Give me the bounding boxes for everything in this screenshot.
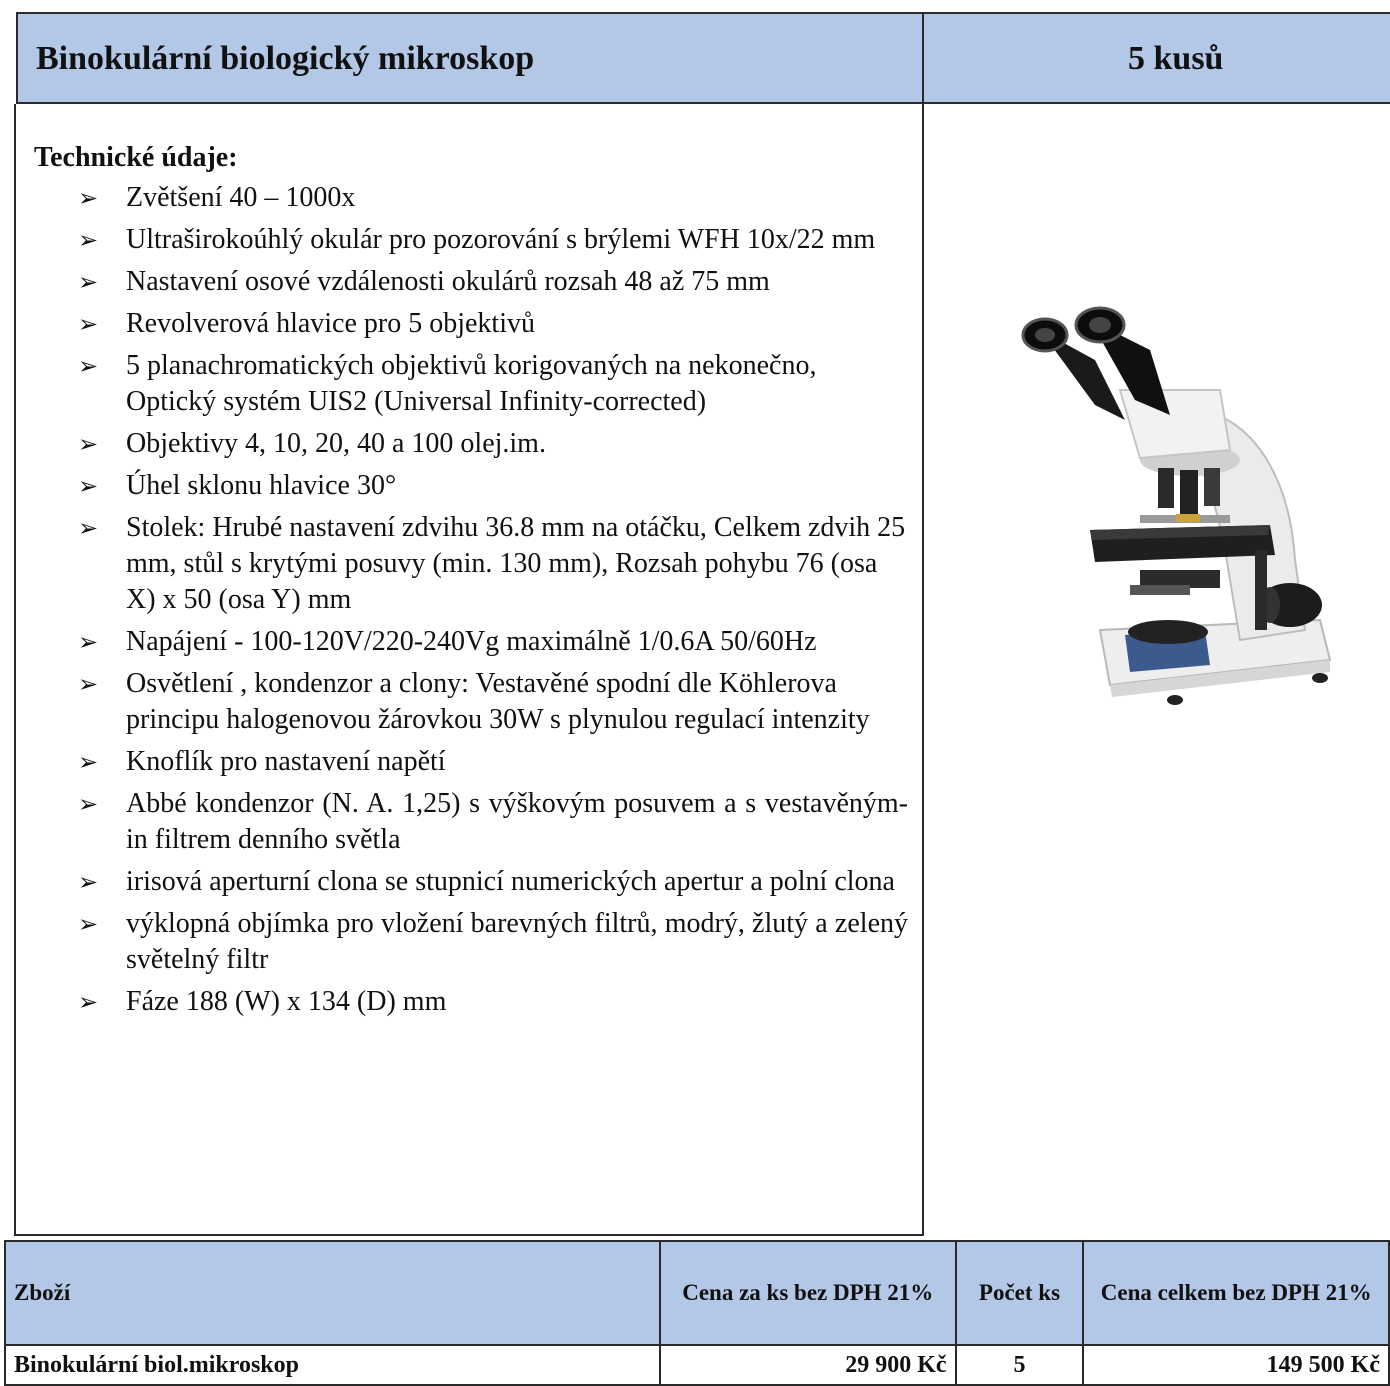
arrow-bullet-icon: ➢ [78, 910, 99, 938]
header-row [16, 12, 1390, 104]
spec-item: ➢ Knoflík pro nastavení napětí [78, 744, 908, 780]
spec-item: ➢ Ultraširokoúhlý okulár pro pozorování s brýlemi WFH 10x/22 mm [78, 222, 908, 258]
spec-item: ➢ Napájení - 100-120V/220-240Vg maximálně 1/0.6A 50/60Hz [78, 624, 908, 660]
spec-item: ➢ Stolek: Hrubé nastavení zdvihu 36.8 mm na otáčku, Celkem zdvih 25 mm, stůl s krytými posuvy (min. 130 mm), Rozsah pohybu 76 (osa X) x 50 (osa Y) mm [78, 512, 906, 615]
arrow-bullet-icon: ➢ [78, 310, 99, 338]
spec-item: ➢ Revolverová hlavice pro 5 objektivů [78, 306, 908, 342]
spec-item: ➢ Fáze 188 (W) x 134 (D) mm [78, 984, 908, 1020]
arrow-bullet-icon: ➢ [78, 790, 99, 818]
spec-item: ➢ 5 planachromatických objektivů korigovaných na nekonečno, Optický systém UIS2 (Universal Infinity-corrected) [78, 350, 817, 417]
arrow-bullet-icon: ➢ [78, 748, 99, 776]
col-header-unit-price: Cena za ks bez DPH 21% [660, 1241, 956, 1345]
cell-item: Binokulární biol.mikroskop [5, 1345, 660, 1385]
arrow-bullet-icon: ➢ [78, 670, 99, 698]
spec-heading: Technické údaje: [34, 142, 238, 173]
cell-count: 5 [956, 1345, 1084, 1385]
spec-item: ➢ Úhel sklonu hlavice 30° [78, 468, 908, 504]
arrow-bullet-icon: ➢ [78, 430, 99, 458]
arrow-bullet-icon: ➢ [78, 226, 99, 254]
spec-item: ➢ Abbé kondenzor (N. A. 1,25) s výškovým posuvem a s vestavěným-in filtrem denního světla [78, 788, 908, 855]
arrow-bullet-icon: ➢ [78, 472, 99, 500]
spec-list [78, 180, 908, 1026]
spec-item: ➢ Zvětšení 40 – 1000x [78, 180, 908, 216]
arrow-bullet-icon: ➢ [78, 628, 99, 656]
spec-item: ➢ výklopná objímka pro vložení barevných filtrů, modrý, žlutý a zelený světelný filtr [78, 908, 908, 975]
arrow-bullet-icon: ➢ [78, 352, 99, 380]
arrow-bullet-icon: ➢ [78, 514, 99, 542]
microscope-image [1000, 300, 1360, 720]
price-table [4, 1240, 1390, 1386]
col-header-item: Zboží [5, 1241, 660, 1345]
spec-item: ➢ Objektivy 4, 10, 20, 40 a 100 olej.im. [78, 426, 908, 462]
col-header-count: Počet ks [956, 1241, 1084, 1345]
arrow-bullet-icon: ➢ [78, 268, 99, 296]
column-divider [922, 12, 924, 1236]
arrow-bullet-icon: ➢ [78, 988, 99, 1016]
table-header-row [5, 1241, 1389, 1345]
product-title: Binokulární biologický mikroskop [36, 40, 535, 77]
quantity-label: 5 kusů [1128, 40, 1224, 77]
spec-item: ➢ Osvětlení , kondenzor a clony: Vestavěné spodní dle Köhlerova principu halogenovou žárovkou 30W s plynulou regulací intenzity [78, 668, 870, 735]
col-header-total: Cena celkem bez DPH 21% [1083, 1241, 1389, 1345]
table-row [5, 1345, 1389, 1385]
arrow-bullet-icon: ➢ [78, 868, 99, 896]
cell-total: 149 500 Kč [1083, 1345, 1389, 1385]
spec-item: ➢ irisová aperturní clona se stupnicí numerických apertur a polní clona [78, 864, 908, 900]
arrow-bullet-icon: ➢ [78, 184, 99, 212]
cell-unit-price: 29 900 Kč [660, 1345, 956, 1385]
spec-item: ➢ Nastavení osové vzdálenosti okulárů rozsah 48 až 75 mm [78, 264, 908, 300]
spec-bottom-border [14, 1234, 924, 1236]
